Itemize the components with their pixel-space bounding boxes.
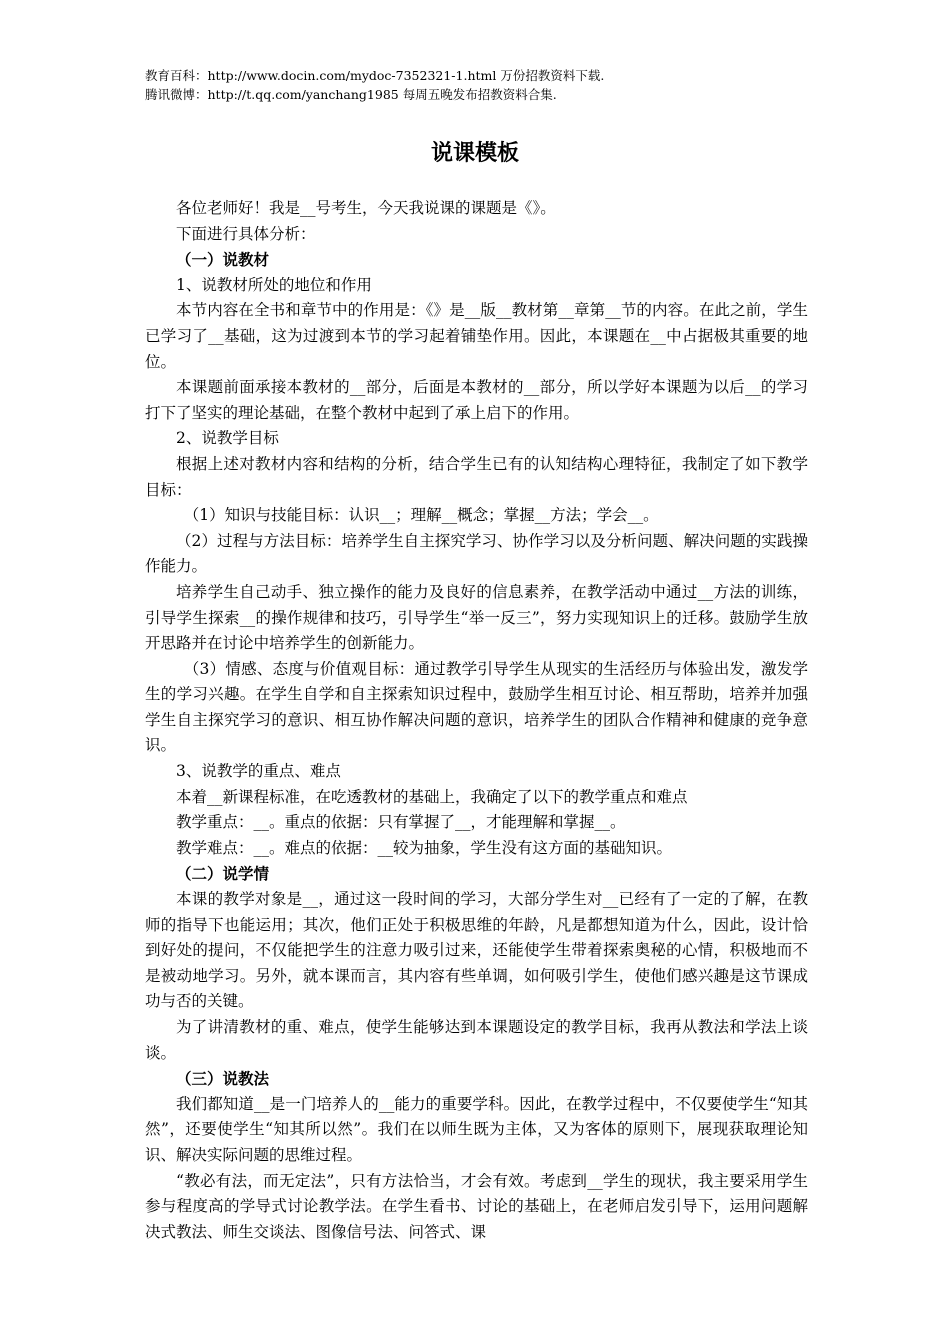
paragraph: 根据上述对教材内容和结构的分析，结合学生已有的认知结构心理特征，我制定了如下教学目标： bbox=[145, 454, 808, 499]
subsection-heading: 3、说教学的重点、难点 bbox=[176, 762, 341, 781]
section-heading: （二）说学情 bbox=[176, 864, 270, 884]
paragraph: 本着__新课程标准，在吃透教材的基础上，我确定了以下的教学重点和难点 bbox=[176, 787, 688, 806]
paragraph: 教学难点：__。难点的依据：__较为抽象，学生没有这方面的基础知识。 bbox=[176, 838, 673, 857]
document-title: 说课模板 bbox=[430, 140, 519, 166]
list-item: （3）情感、态度与价值观目标：通过教学引导学生从现实的生活经历与体验出发，激发学生的学习兴趣。在学生自学和自主探索知识过程中，鼓励学生相互讨论、相互帮助，培养并加强学生自主探究学习的意识、相互协作解决问题的意识，培养学生的团队合作精神和健康的竞争意识。 bbox=[145, 659, 808, 755]
section-heading: （一）说教材 bbox=[176, 250, 270, 270]
paragraph: 下面进行具体分析： bbox=[176, 224, 316, 243]
list-item: （1）知识与技能目标：认识__；理解__概念；掌握__方法；学会__。 bbox=[183, 506, 659, 525]
paragraph: 教学重点：__。重点的依据：只有掌握了__，才能理解和掌握__。 bbox=[176, 813, 626, 832]
paragraph: 培养学生自己动手、独立操作的能力及良好的信息素养，在教学活动中通过__方法的训练，引导学生探索__的操作规律和技巧，引导学生“举一反三”，努力实现知识上的迁移。鼓励学生放开思路并在讨论中培养学生的创新能力。 bbox=[145, 582, 808, 653]
header-line-docin: 教育百科：http://www.docin.com/mydoc-7352321-1.html 万份招教资料下载. bbox=[145, 68, 605, 83]
header-line-weibo: 腾讯微博：http://t.qq.com/yanchang1985 每周五晚发布招教资料合集. bbox=[145, 87, 557, 102]
subsection-heading: 1、说教材所处的地位和作用 bbox=[176, 275, 372, 294]
paragraph: 为了讲清教材的重、难点，使学生能够达到本课题设定的教学目标，我再从教法和学法上谈谈。 bbox=[145, 1018, 808, 1062]
paragraph: 本课题前面承接本教材的__部分，后面是本教材的__部分，所以学好本课题为以后__的学习打下了坚实的理论基础，在整个教材中起到了承上启下的作用。 bbox=[145, 378, 808, 422]
paragraph: 各位老师好！我是__号考生，今天我说课的课题是《》。 bbox=[176, 199, 556, 217]
paragraph: 本节内容在全书和章节中的作用是：《》是__版__教材第__章第__节的内容。在此之前，学生已学习了__基础，这为过渡到本节的学习起着铺垫作用。因此，本课题在__中占据极其重要的地位。 bbox=[145, 301, 808, 371]
document-body bbox=[145, 196, 808, 1245]
list-item: （2）过程与方法目标：培养学生自主探究学习、协作学习以及分析问题、解决问题的实践操作能力。 bbox=[145, 531, 808, 576]
subsection-heading: 2、说教学目标 bbox=[176, 429, 279, 448]
paragraph: “教必有法，而无定法”，只有方法恰当，才会有效。考虑到__学生的现状，我主要采用学生参与程度高的学导式讨论教学法。在学生看书、讨论的基础上，在老师启发引导下，运用问题解决式教法、师生交谈法、图像信号法、问答式、课 bbox=[145, 1171, 808, 1241]
paragraph: 我们都知道__是一门培养人的__能力的重要学科。因此，在教学过程中，不仅要使学生“知其然”，还要使学生“知其所以然”。我们在以师生既为主体，又为客体的原则下，展现获取理论知识、解决实际问题的思维过程。 bbox=[145, 1094, 808, 1164]
paragraph: 本课的教学对象是__，通过这一段时间的学习，大部分学生对__已经有了一定的了解，在教师的指导下也能运用；其次，他们正处于积极思维的年龄，凡是都想知道为什么，因此，设计恰到好处的提问，不仅能把学生的注意力吸引过来，还能使学生带着探索奥秘的心情，积极地而不是被动地学习。另外，就本课而言，其内容有些单调，如何吸引学生，使他们感兴趣是这节课成功与否的关键。 bbox=[145, 890, 808, 1011]
section-heading: （三）说教法 bbox=[176, 1069, 270, 1089]
page-header bbox=[145, 66, 604, 104]
